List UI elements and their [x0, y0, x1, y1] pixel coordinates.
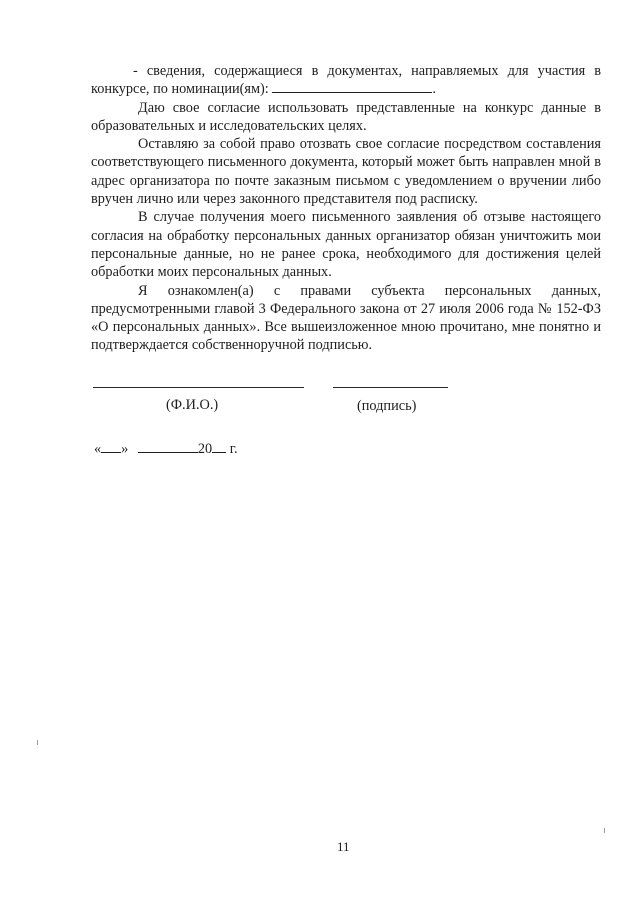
consent-text	[91, 62, 601, 355]
nomination-text: - сведения, содержащиеся в документах, направляемых для участия в конкурсе, по номинации(ям):	[91, 63, 601, 98]
month-blank	[138, 439, 198, 453]
fio-label: (Ф.И.О.)	[166, 397, 219, 413]
nomination-blank	[272, 80, 432, 93]
year-suffix: г.	[226, 441, 238, 457]
date-field	[94, 439, 238, 458]
paragraph-nomination	[91, 62, 601, 99]
paragraph-withdrawal-right: Оставляю за собой право отозвать свое согласие посредством составления соответствующего письменного документа, который может быть направлен мной в адрес организатора по почте заказным письмом с уведомлением о вручении либо вручен лично или через законного представителя под расписку.	[91, 136, 601, 208]
scan-speck	[37, 740, 38, 745]
paragraph-acknowledgement: Я ознакомлен(а) с правами субъекта персональных данных, предусмотренными главой 3 Федерального закона от 27 июля 2006 года № 152-ФЗ «О персональных данных». Все вышеизложенное мною прочитано, мне понятно и подтверждается собственноручной подписью.	[91, 282, 601, 354]
paragraph-data-destruction: В случае получения моего письменного заявления об отзыве настоящего согласия на обработку персональных данных организатор обязан уничтожить мои персональные данные, но не ранее срока, необходимого для достижения целей обработки моих персональных данных.	[91, 209, 601, 281]
paragraph-usage-consent: Даю свое согласие использовать представленные на конкурс данные в образовательных и исследовательских целях.	[91, 99, 601, 134]
nomination-period: .	[432, 81, 436, 98]
date-open-quote: «	[94, 441, 102, 457]
fio-signature-line	[93, 387, 304, 388]
year-prefix: 20	[197, 441, 213, 457]
year-blank	[212, 439, 226, 453]
date-close-quote: »	[121, 441, 129, 457]
signature-label: (подпись)	[357, 398, 417, 414]
scan-speck	[604, 828, 605, 833]
page-number: 11	[337, 839, 350, 854]
signature-line	[333, 387, 448, 388]
day-blank	[101, 439, 121, 453]
